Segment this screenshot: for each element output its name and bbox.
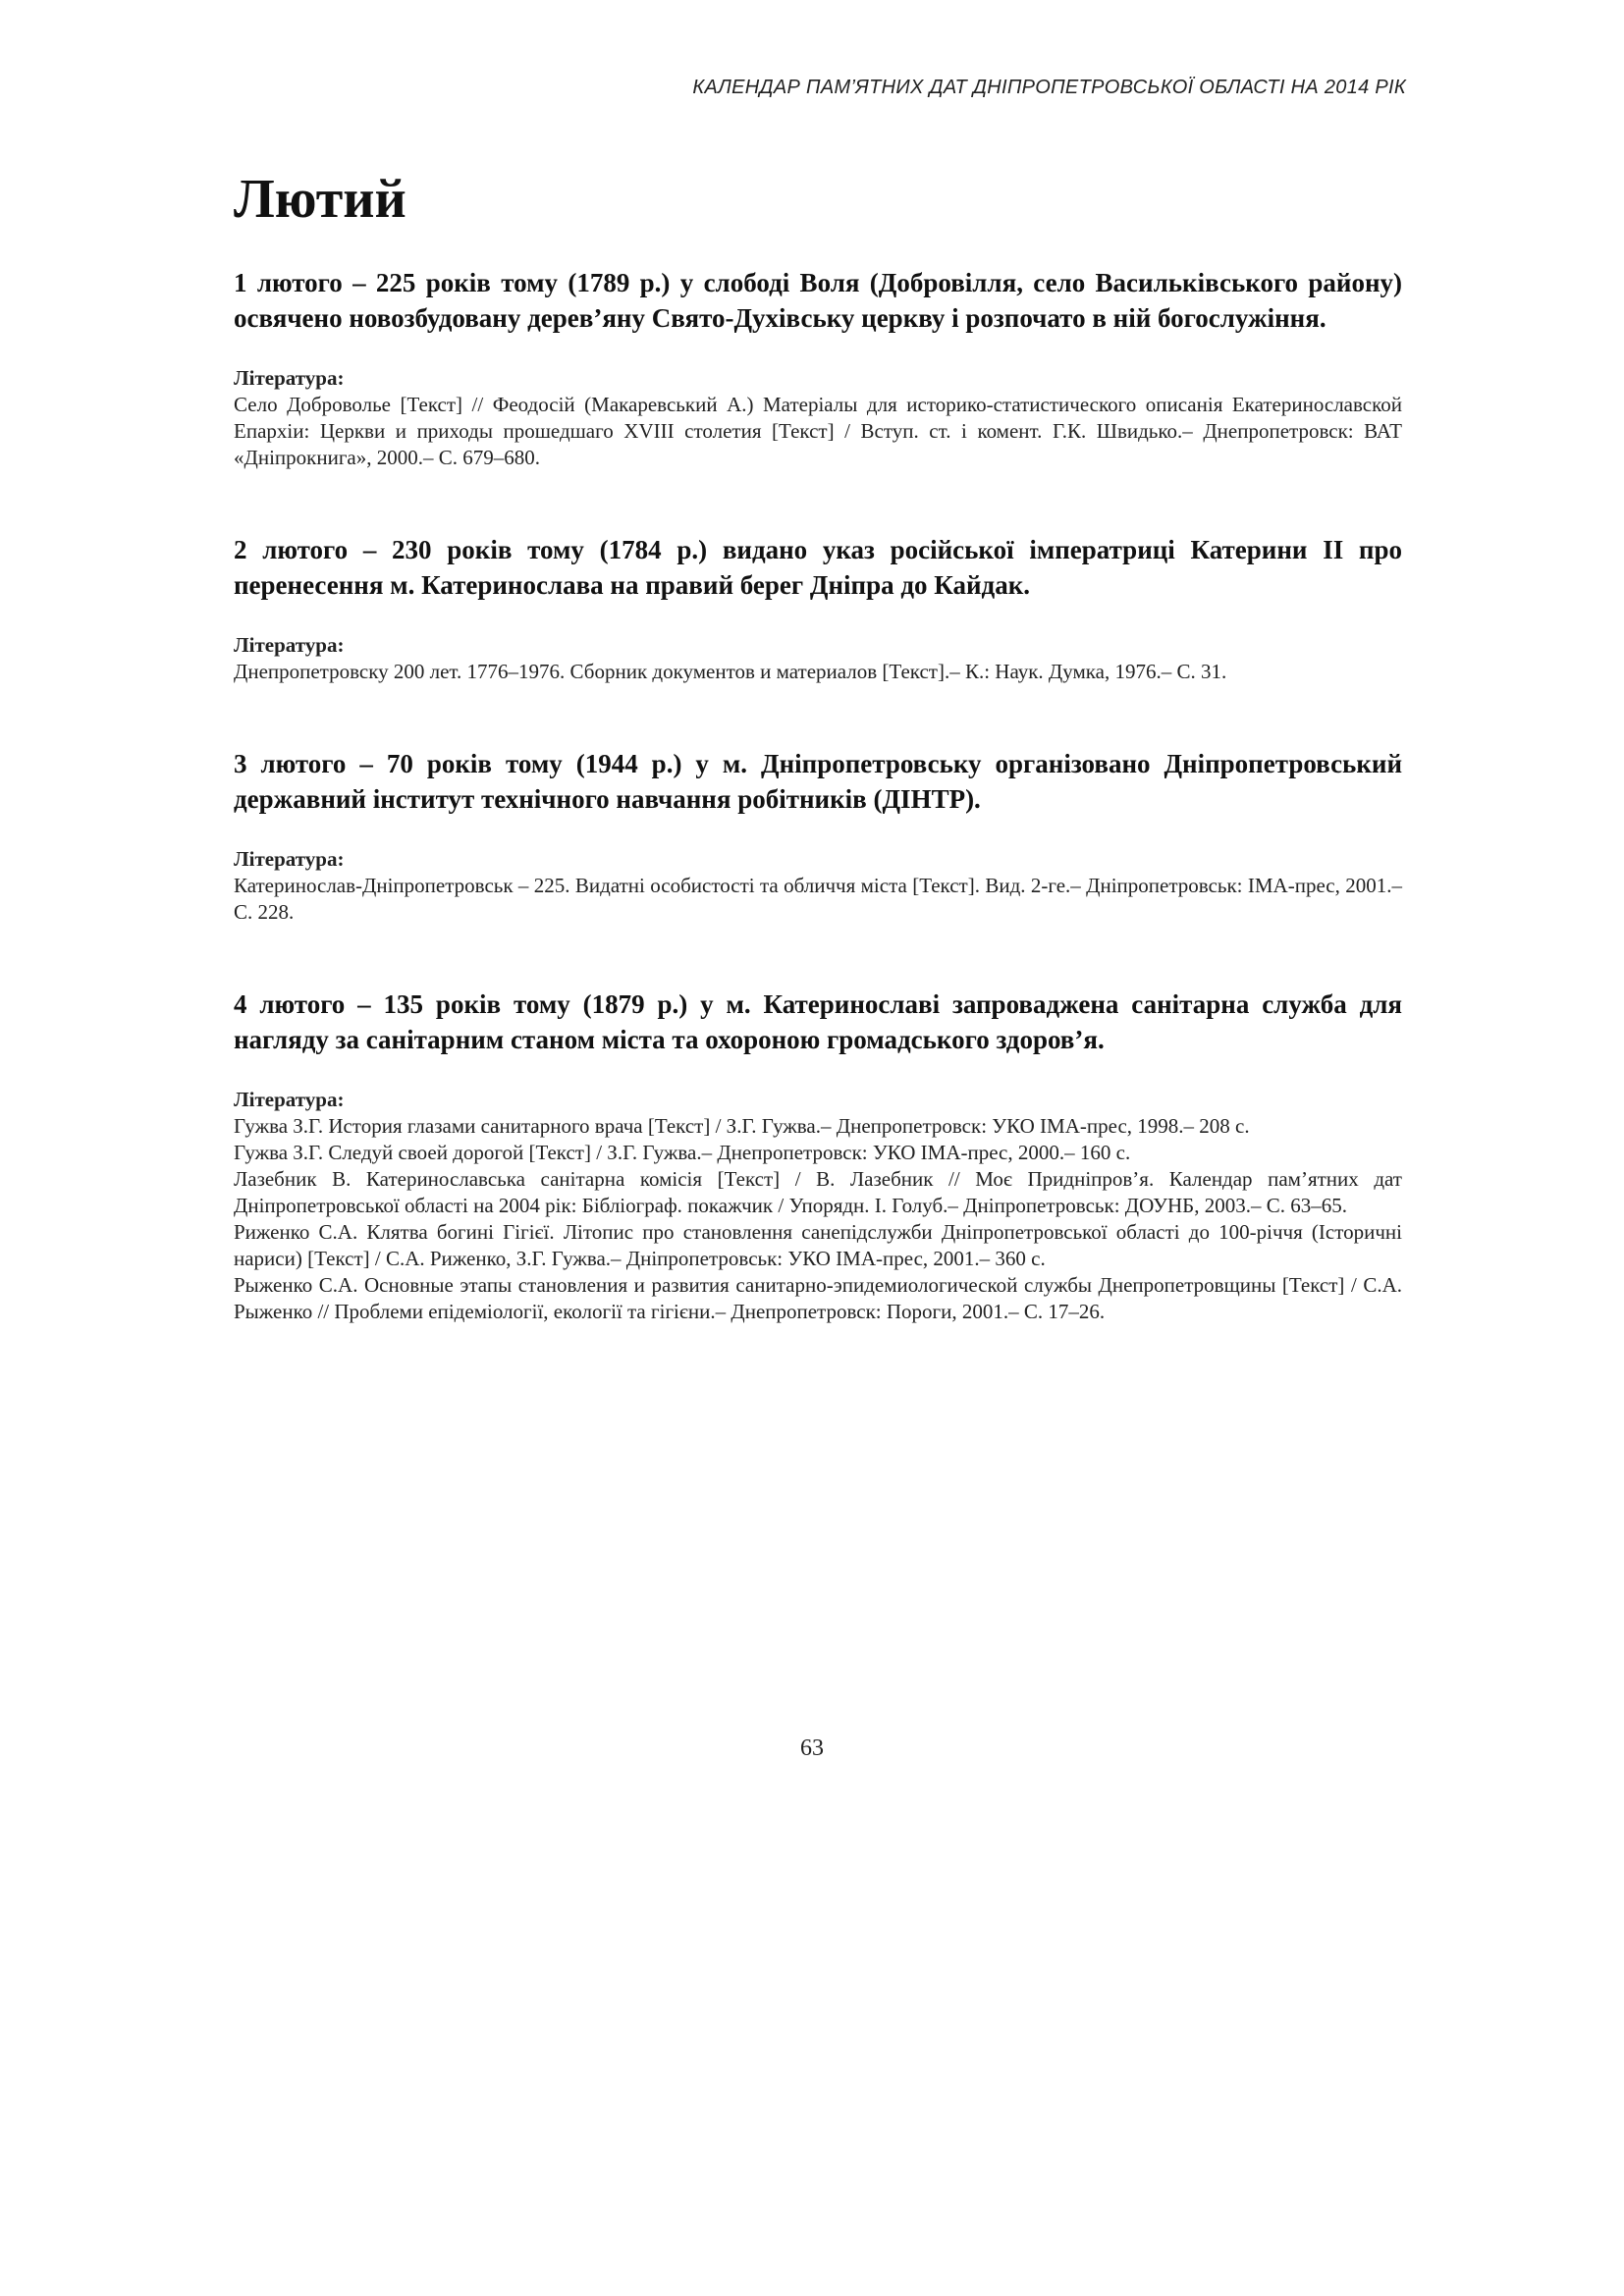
- literature-item: Днепропетровску 200 лет. 1776–1976. Сборник документов и материалов [Текст].– К.: Наук. Думка, 1976.– С. 31.: [234, 660, 1227, 683]
- literature-label: Література:: [234, 847, 345, 871]
- running-header: КАЛЕНДАР ПАМ’ЯТНИХ ДАТ ДНІПРОПЕТРОВСЬКОЇ ОБЛАСТІ НА 2014 РІК: [692, 77, 1406, 98]
- page-number: 63: [800, 1735, 824, 1761]
- literature-item: Катеринослав-Дніпропетровськ – 225. Видатні особистості та обличчя міста [Текст]. Вид. 2-ге.– Дніпропетровськ: ІМА-прес, 2001.– С. 228.: [234, 874, 1402, 924]
- literature-item: Лазебник В. Катеринославська санітарна комісія [Текст] / В. Лазебник // Моє Придніпров’я. Календар пам’ятних дат Дніпропетровської області на 2004 рік: Бібліограф. покажчик / Упорядн. І. Голуб.– Дніпропетровськ: ДОУНБ, 2003.– С. 63–65.: [234, 1167, 1402, 1217]
- literature-item: Рыженко С.А. Основные этапы становления и развития санитарно-эпидемиологической службы Днепропетровщины [Текст] / С.А. Рыженко // Проблеми епідеміології, екології та гігієни.– Днепропетровск: Пороги, 2001.– С. 17–26.: [234, 1273, 1402, 1323]
- date-entry: [234, 746, 1402, 926]
- literature-label: Література:: [234, 633, 345, 657]
- literature-label: Література:: [234, 1088, 345, 1111]
- date-entry: [234, 265, 1402, 471]
- literature-item: Гужва З.Г. Следуй своей дорогой [Текст] / З.Г. Гужва.– Днепропетровск: УКО ІМА-прес, 2000.– 160 с.: [234, 1141, 1131, 1164]
- entry-heading: 1 лютого – 225 років тому (1789 р.) у слободі Воля (Добровілля, село Васильківського району) освячено новозбудовану дерев’яну Свято-Духівську церкву і розпочато в ній богослужіння.: [234, 268, 1402, 333]
- literature-item: Гужва З.Г. История глазами санитарного врача [Текст] / З.Г. Гужва.– Днепропетровск: УКО ІМА-прес, 1998.– 208 с.: [234, 1114, 1250, 1138]
- entry-heading: 3 лютого – 70 років тому (1944 р.) у м. Дніпропетровську організовано Дніпропетровський державний інститут технічного навчання робітників (ДІНТР).: [234, 749, 1402, 814]
- entry-heading: 4 лютого – 135 років тому (1879 р.) у м. Катеринославі запроваджена санітарна служба для нагляду за санітарним станом міста та охороною громадського здоров’я.: [234, 989, 1402, 1054]
- literature-item: Село Доброволье [Текст] // Феодосій (Макаревський А.) Матеріалы для историко-статистического описанія Екатеринославской Епархіи: Церкви и приходы прошедшаго XVIII столетия [Текст] / Вступ. ст. і комент. Г.К. Швидько.– Днепропетровск: ВАТ «Дніпрокнига», 2000.– С. 679–680.: [234, 393, 1402, 469]
- literature-label: Література:: [234, 366, 345, 390]
- date-entry: [234, 987, 1402, 1325]
- entry-heading: 2 лютого – 230 років тому (1784 р.) видано указ російської імператриці Катерини II про перенесення м. Катеринослава на правий берег Дніпра до Кайдак.: [234, 535, 1402, 600]
- date-entry: [234, 532, 1402, 685]
- month-title: Лютий: [234, 169, 406, 230]
- literature-item: Риженко С.А. Клятва богині Гігієї. Літопис про становлення санепідслужби Дніпропетровської області до 100-річчя (Історичні нариси) [Текст] / С.А. Риженко, З.Г. Гужва.– Дніпропетровськ: УКО ІМА-прес, 2001.– 360 с.: [234, 1220, 1402, 1270]
- page-content: [234, 165, 1402, 1386]
